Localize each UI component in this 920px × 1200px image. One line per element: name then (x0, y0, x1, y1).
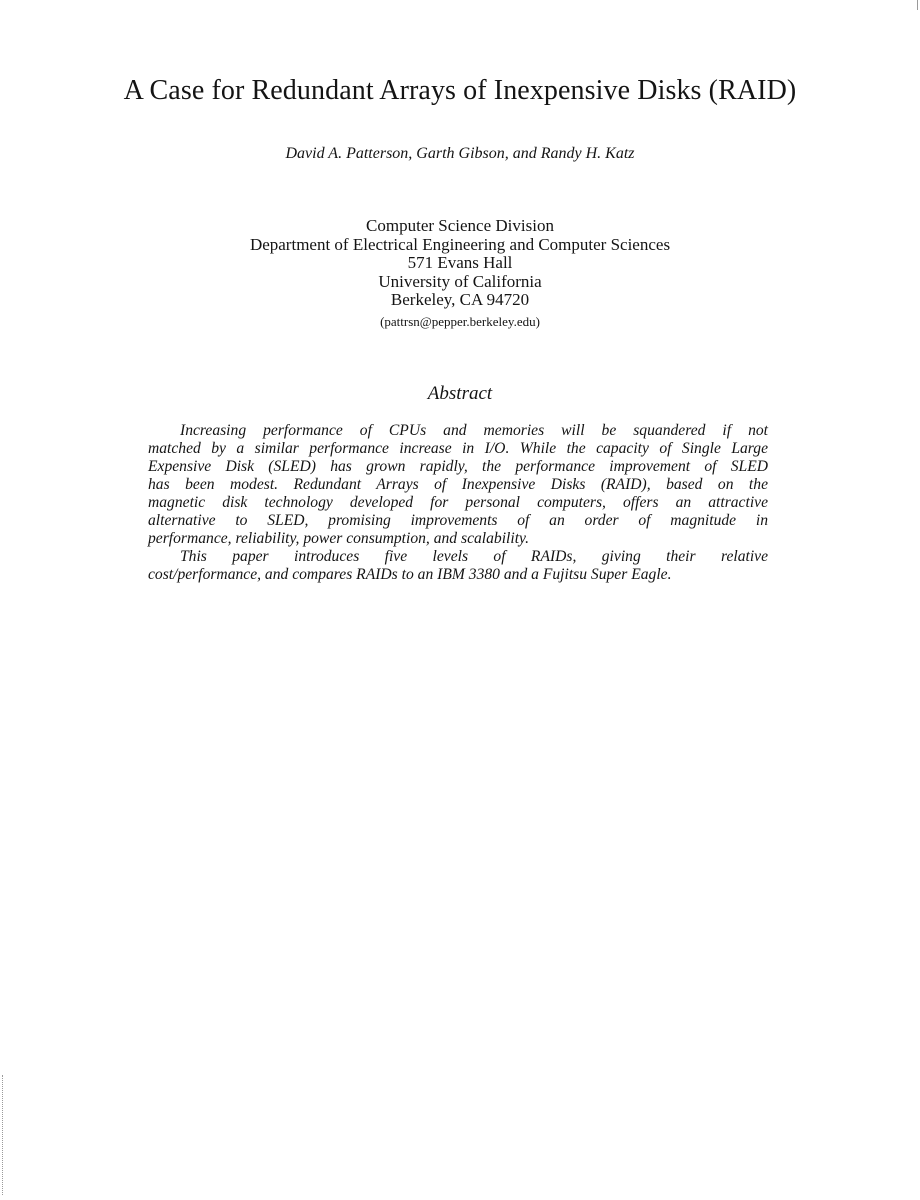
affiliation-university: University of California (378, 271, 542, 291)
abstract-line: This paper introduces five levels of RAIDs, giving their relative (180, 548, 768, 565)
abstract-line: Increasing performance of CPUs and memories will be squandered if not (180, 422, 768, 439)
affiliation-building: 571 Evans Hall (407, 253, 513, 272)
scan-artifact-left (2, 1075, 4, 1195)
author-email: (pattrsn@pepper.berkeley.edu) (380, 313, 540, 329)
abstract-line: performance, reliability, power consumption, and scalability. (148, 530, 530, 547)
abstract-line: has been modest. Redundant Arrays of Inexpensive Disks (RAID), based on the (148, 476, 768, 493)
abstract-body (148, 422, 768, 584)
abstract-heading: Abstract (427, 383, 493, 404)
abstract-line: matched by a similar performance increase in I/O. While the capacity of Single Large (148, 440, 768, 457)
affiliation-department: Department of Electrical Engineering and Computer Sciences (249, 234, 671, 254)
abstract-line: magnetic disk technology developed for personal computers, offers an attractive (148, 494, 768, 511)
scan-artifact-top (917, 0, 918, 10)
paper-title: A Case for Redundant Arrays of Inexpensive Disks (RAID) (123, 75, 797, 106)
author-list: David A. Patterson, Garth Gibson, and Randy H. Katz (285, 145, 635, 162)
affiliation-division: Computer Science Division (366, 216, 554, 235)
affiliation-city: Berkeley, CA 94720 (390, 290, 530, 309)
abstract-line: Expensive Disk (SLED) has grown rapidly, the performance improvement of SLED (148, 458, 768, 475)
affiliation-block (0, 217, 920, 330)
abstract-line: alternative to SLED, promising improvements of an order of magnitude in (148, 512, 768, 529)
abstract-line: cost/performance, and compares RAIDs to an IBM 3380 and a Fujitsu Super Eagle. (148, 566, 672, 583)
